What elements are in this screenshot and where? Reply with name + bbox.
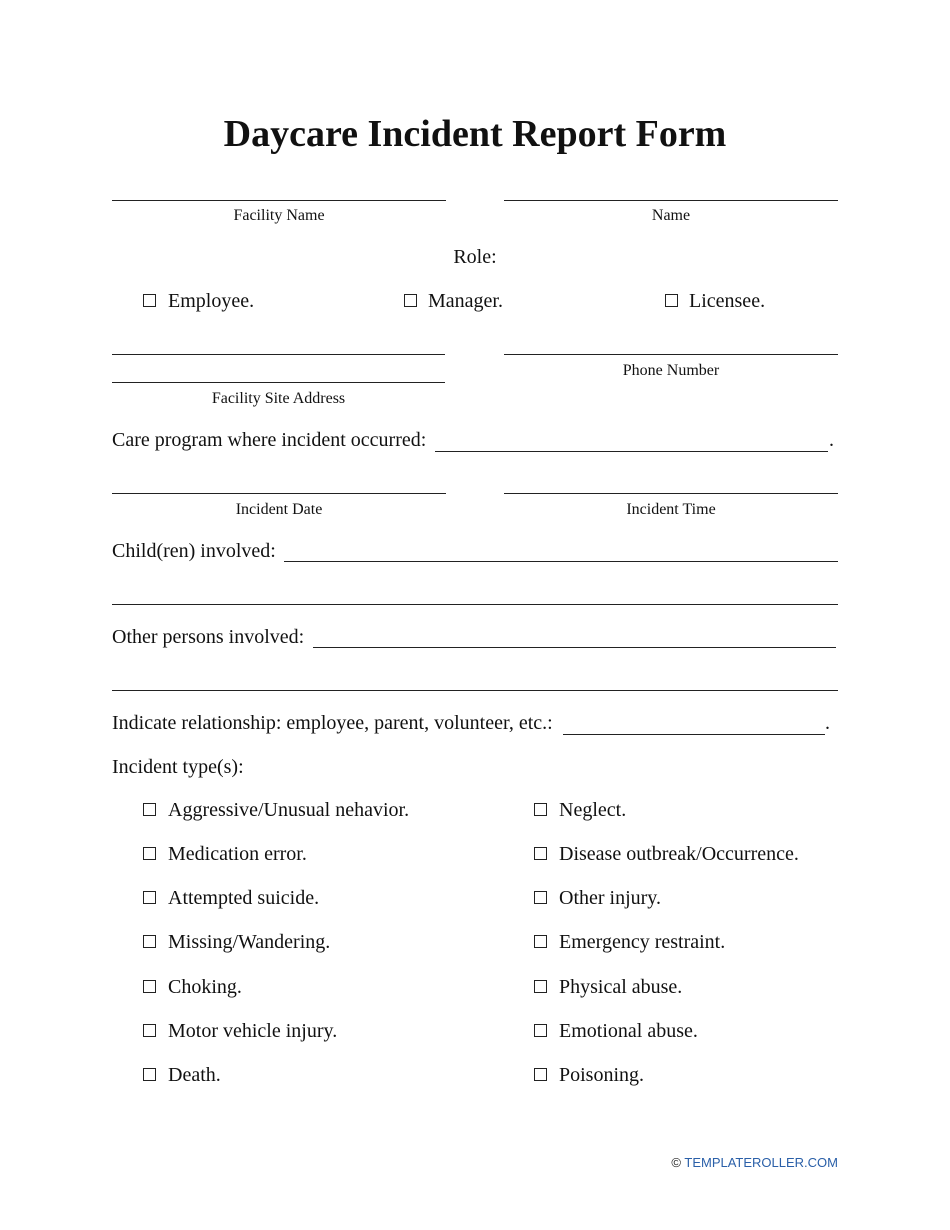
incident-death-label: Death.	[168, 1064, 221, 1086]
incident-suicide-label: Attempted suicide.	[168, 887, 320, 909]
role-employee-checkbox[interactable]	[143, 294, 156, 307]
care-program-label: Care program where incident occurred:	[112, 429, 427, 451]
incident-types-label: Incident type(s):	[112, 756, 244, 778]
other-persons-field[interactable]	[313, 647, 836, 648]
incident-neglect-checkbox[interactable]	[534, 803, 547, 816]
children-involved-label: Child(ren) involved:	[112, 540, 276, 562]
incident-physical-abuse-checkbox[interactable]	[534, 980, 547, 993]
incident-medication-checkbox[interactable]	[143, 847, 156, 860]
incident-emotional-abuse-label: Emotional abuse.	[559, 1020, 698, 1042]
incident-emotional-abuse-checkbox[interactable]	[534, 1024, 547, 1037]
incident-other-injury-checkbox[interactable]	[534, 891, 547, 904]
facility-address-field-line-2[interactable]	[112, 382, 445, 383]
incident-time-caption: Incident Time	[626, 501, 716, 518]
care-program-period: .	[829, 429, 834, 451]
copyright-symbol: ©	[671, 1155, 681, 1170]
facility-address-field-line-1[interactable]	[112, 354, 445, 355]
role-licensee-checkbox[interactable]	[665, 294, 678, 307]
relationship-label: Indicate relationship: employee, parent, volunteer, etc.:	[112, 712, 553, 734]
phone-number-caption: Phone Number	[622, 362, 720, 379]
facility-name-field[interactable]	[112, 200, 446, 201]
role-manager-label: Manager.	[428, 290, 503, 312]
incident-choking-label: Choking.	[168, 976, 242, 998]
incident-motor-vehicle-label: Motor vehicle injury.	[168, 1020, 338, 1042]
role-manager-checkbox[interactable]	[404, 294, 417, 307]
incident-suicide-checkbox[interactable]	[143, 891, 156, 904]
relationship-field[interactable]	[563, 734, 825, 735]
templateroller-link[interactable]: TEMPLATEROLLER.COM	[684, 1155, 838, 1170]
incident-motor-vehicle-checkbox[interactable]	[143, 1024, 156, 1037]
other-persons-field-line-2[interactable]	[112, 690, 838, 691]
incident-date-field[interactable]	[112, 493, 446, 494]
incident-missing-checkbox[interactable]	[143, 935, 156, 948]
incident-disease-label: Disease outbreak/Occurrence.	[559, 843, 799, 865]
incident-death-checkbox[interactable]	[143, 1068, 156, 1081]
name-caption: Name	[651, 207, 691, 224]
role-label: Role:	[453, 246, 497, 268]
incident-neglect-label: Neglect.	[559, 799, 627, 821]
incident-disease-checkbox[interactable]	[534, 847, 547, 860]
footer-credit	[671, 1155, 838, 1170]
phone-number-field[interactable]	[504, 354, 838, 355]
incident-poisoning-checkbox[interactable]	[534, 1068, 547, 1081]
incident-restraint-checkbox[interactable]	[534, 935, 547, 948]
incident-missing-label: Missing/Wandering.	[168, 931, 331, 953]
incident-aggressive-label: Aggressive/Unusual nehavior.	[168, 799, 410, 821]
role-employee-label: Employee.	[168, 290, 255, 312]
incident-choking-checkbox[interactable]	[143, 980, 156, 993]
children-involved-field-line-2[interactable]	[112, 604, 838, 605]
incident-other-injury-label: Other injury.	[559, 887, 662, 909]
incident-physical-abuse-label: Physical abuse.	[559, 976, 683, 998]
incident-time-field[interactable]	[504, 493, 838, 494]
incident-medication-label: Medication error.	[168, 843, 307, 865]
page-title: Daycare Incident Report Form	[223, 113, 727, 155]
incident-date-caption: Incident Date	[235, 501, 323, 518]
other-persons-label: Other persons involved:	[112, 626, 305, 648]
children-involved-field[interactable]	[284, 561, 838, 562]
role-licensee-label: Licensee.	[689, 290, 766, 312]
incident-poisoning-label: Poisoning.	[559, 1064, 645, 1086]
name-field[interactable]	[504, 200, 838, 201]
relationship-period: .	[825, 712, 830, 734]
facility-name-caption: Facility Name	[233, 207, 325, 224]
care-program-field[interactable]	[435, 451, 828, 452]
facility-address-caption: Facility Site Address	[211, 390, 346, 407]
incident-aggressive-checkbox[interactable]	[143, 803, 156, 816]
incident-restraint-label: Emergency restraint.	[559, 931, 726, 953]
